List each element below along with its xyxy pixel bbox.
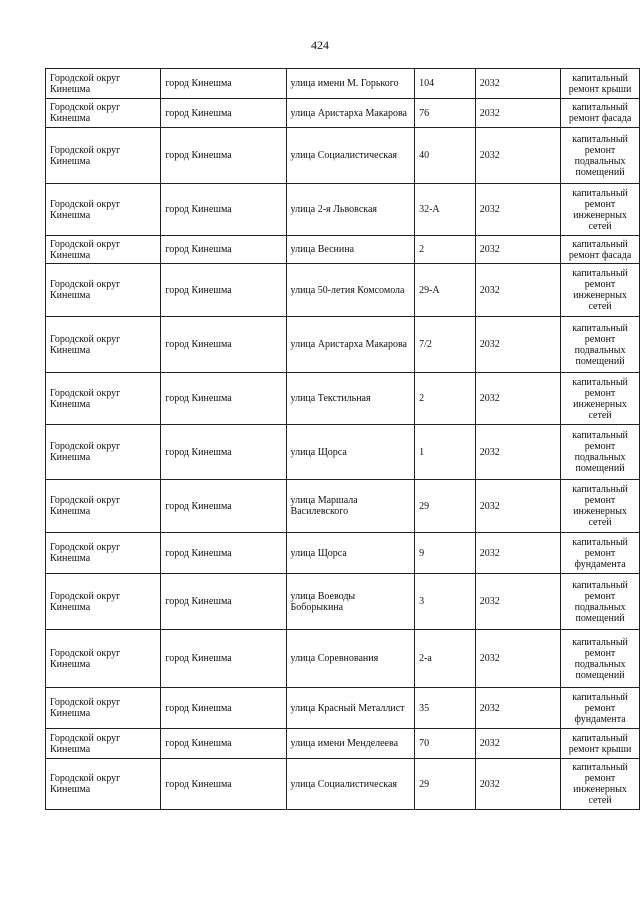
city-cell: город Кинешма xyxy=(161,574,286,630)
okrug-cell: Городской округ Кинешма xyxy=(46,480,161,533)
year-cell: 2032 xyxy=(475,574,560,630)
house-cell: 29-А xyxy=(415,264,476,317)
okrug-cell: Городской округ Кинешма xyxy=(46,317,161,373)
work-type-cell: капитальный ремонт инженерных сетей xyxy=(561,184,640,236)
table-row xyxy=(46,630,640,688)
work-type-cell: капитальный ремонт подвальных помещений xyxy=(561,317,640,373)
work-type-cell: капитальный ремонт инженерных сетей xyxy=(561,264,640,317)
house-cell: 1 xyxy=(415,425,476,480)
house-cell: 2 xyxy=(415,236,476,264)
work-type-cell: капитальный ремонт подвальных помещений xyxy=(561,574,640,630)
work-type-cell: капитальный ремонт инженерных сетей xyxy=(561,759,640,810)
street-cell: улица Социалистическая xyxy=(286,128,415,184)
year-cell: 2032 xyxy=(475,99,560,128)
year-cell: 2032 xyxy=(475,236,560,264)
city-cell: город Кинешма xyxy=(161,729,286,759)
work-type-cell: капитальный ремонт фасада xyxy=(561,99,640,128)
year-cell: 2032 xyxy=(475,264,560,317)
table-row xyxy=(46,480,640,533)
city-cell: город Кинешма xyxy=(161,264,286,317)
work-type-cell: капитальный ремонт подвальных помещений xyxy=(561,425,640,480)
table-row xyxy=(46,264,640,317)
city-cell: город Кинешма xyxy=(161,128,286,184)
city-cell: город Кинешма xyxy=(161,759,286,810)
okrug-cell: Городской округ Кинешма xyxy=(46,425,161,480)
okrug-cell: Городской округ Кинешма xyxy=(46,688,161,729)
street-cell: улица Щорса xyxy=(286,425,415,480)
house-cell: 2 xyxy=(415,373,476,425)
table-row xyxy=(46,99,640,128)
year-cell: 2032 xyxy=(475,373,560,425)
work-type-cell: капитальный ремонт крыши xyxy=(561,729,640,759)
work-type-cell: капитальный ремонт фундамента xyxy=(561,688,640,729)
street-cell: улица Веснина xyxy=(286,236,415,264)
city-cell: город Кинешма xyxy=(161,69,286,99)
work-type-cell: капитальный ремонт фасада xyxy=(561,236,640,264)
work-type-cell: капитальный ремонт подвальных помещений xyxy=(561,128,640,184)
street-cell: улица Соревнования xyxy=(286,630,415,688)
table-row xyxy=(46,184,640,236)
city-cell: город Кинешма xyxy=(161,480,286,533)
okrug-cell: Городской округ Кинешма xyxy=(46,264,161,317)
okrug-cell: Городской округ Кинешма xyxy=(46,574,161,630)
street-cell: улица 2-я Львовская xyxy=(286,184,415,236)
work-type-cell: капитальный ремонт фундамента xyxy=(561,533,640,574)
table-row xyxy=(46,688,640,729)
okrug-cell: Городской округ Кинешма xyxy=(46,99,161,128)
city-cell: город Кинешма xyxy=(161,688,286,729)
work-type-cell: капитальный ремонт крыши xyxy=(561,69,640,99)
street-cell: улица 50-летия Комсомола xyxy=(286,264,415,317)
okrug-cell: Городской округ Кинешма xyxy=(46,69,161,99)
street-cell: улица Маршала Василевского xyxy=(286,480,415,533)
okrug-cell: Городской округ Кинешма xyxy=(46,373,161,425)
table-row xyxy=(46,425,640,480)
house-cell: 35 xyxy=(415,688,476,729)
house-cell: 76 xyxy=(415,99,476,128)
street-cell: улица имени М. Горького xyxy=(286,69,415,99)
okrug-cell: Городской округ Кинешма xyxy=(46,236,161,264)
house-cell: 9 xyxy=(415,533,476,574)
work-type-cell: капитальный ремонт подвальных помещений xyxy=(561,630,640,688)
house-cell: 29 xyxy=(415,759,476,810)
okrug-cell: Городской округ Кинешма xyxy=(46,759,161,810)
house-cell: 7/2 xyxy=(415,317,476,373)
year-cell: 2032 xyxy=(475,759,560,810)
house-cell: 2-а xyxy=(415,630,476,688)
city-cell: город Кинешма xyxy=(161,317,286,373)
table-row xyxy=(46,533,640,574)
city-cell: город Кинешма xyxy=(161,236,286,264)
city-cell: город Кинешма xyxy=(161,184,286,236)
year-cell: 2032 xyxy=(475,128,560,184)
street-cell: улица Текстильная xyxy=(286,373,415,425)
table-row xyxy=(46,317,640,373)
city-cell: город Кинешма xyxy=(161,533,286,574)
year-cell: 2032 xyxy=(475,688,560,729)
year-cell: 2032 xyxy=(475,184,560,236)
year-cell: 2032 xyxy=(475,480,560,533)
work-type-cell: капитальный ремонт инженерных сетей xyxy=(561,480,640,533)
city-cell: город Кинешма xyxy=(161,425,286,480)
table-row xyxy=(46,236,640,264)
year-cell: 2032 xyxy=(475,533,560,574)
year-cell: 2032 xyxy=(475,425,560,480)
house-cell: 70 xyxy=(415,729,476,759)
table-row xyxy=(46,729,640,759)
city-cell: город Кинешма xyxy=(161,373,286,425)
repair-schedule-table xyxy=(45,68,640,810)
page-number: 424 xyxy=(311,38,329,52)
street-cell: улица Воеводы Боборыкина xyxy=(286,574,415,630)
house-cell: 3 xyxy=(415,574,476,630)
year-cell: 2032 xyxy=(475,630,560,688)
okrug-cell: Городской округ Кинешма xyxy=(46,533,161,574)
year-cell: 2032 xyxy=(475,317,560,373)
table-row xyxy=(46,69,640,99)
table-row xyxy=(46,759,640,810)
city-cell: город Кинешма xyxy=(161,99,286,128)
okrug-cell: Городской округ Кинешма xyxy=(46,184,161,236)
street-cell: улица Аристарха Макарова xyxy=(286,99,415,128)
table-row xyxy=(46,373,640,425)
house-cell: 40 xyxy=(415,128,476,184)
house-cell: 32-А xyxy=(415,184,476,236)
year-cell: 2032 xyxy=(475,729,560,759)
work-type-cell: капитальный ремонт инженерных сетей xyxy=(561,373,640,425)
street-cell: улица Щорса xyxy=(286,533,415,574)
table-row xyxy=(46,128,640,184)
street-cell: улица имени Менделеева xyxy=(286,729,415,759)
street-cell: улица Красный Металлист xyxy=(286,688,415,729)
okrug-cell: Городской округ Кинешма xyxy=(46,729,161,759)
city-cell: город Кинешма xyxy=(161,630,286,688)
okrug-cell: Городской округ Кинешма xyxy=(46,630,161,688)
okrug-cell: Городской округ Кинешма xyxy=(46,128,161,184)
house-cell: 29 xyxy=(415,480,476,533)
year-cell: 2032 xyxy=(475,69,560,99)
street-cell: улица Социалистическая xyxy=(286,759,415,810)
house-cell: 104 xyxy=(415,69,476,99)
table-row xyxy=(46,574,640,630)
street-cell: улица Аристарха Макарова xyxy=(286,317,415,373)
